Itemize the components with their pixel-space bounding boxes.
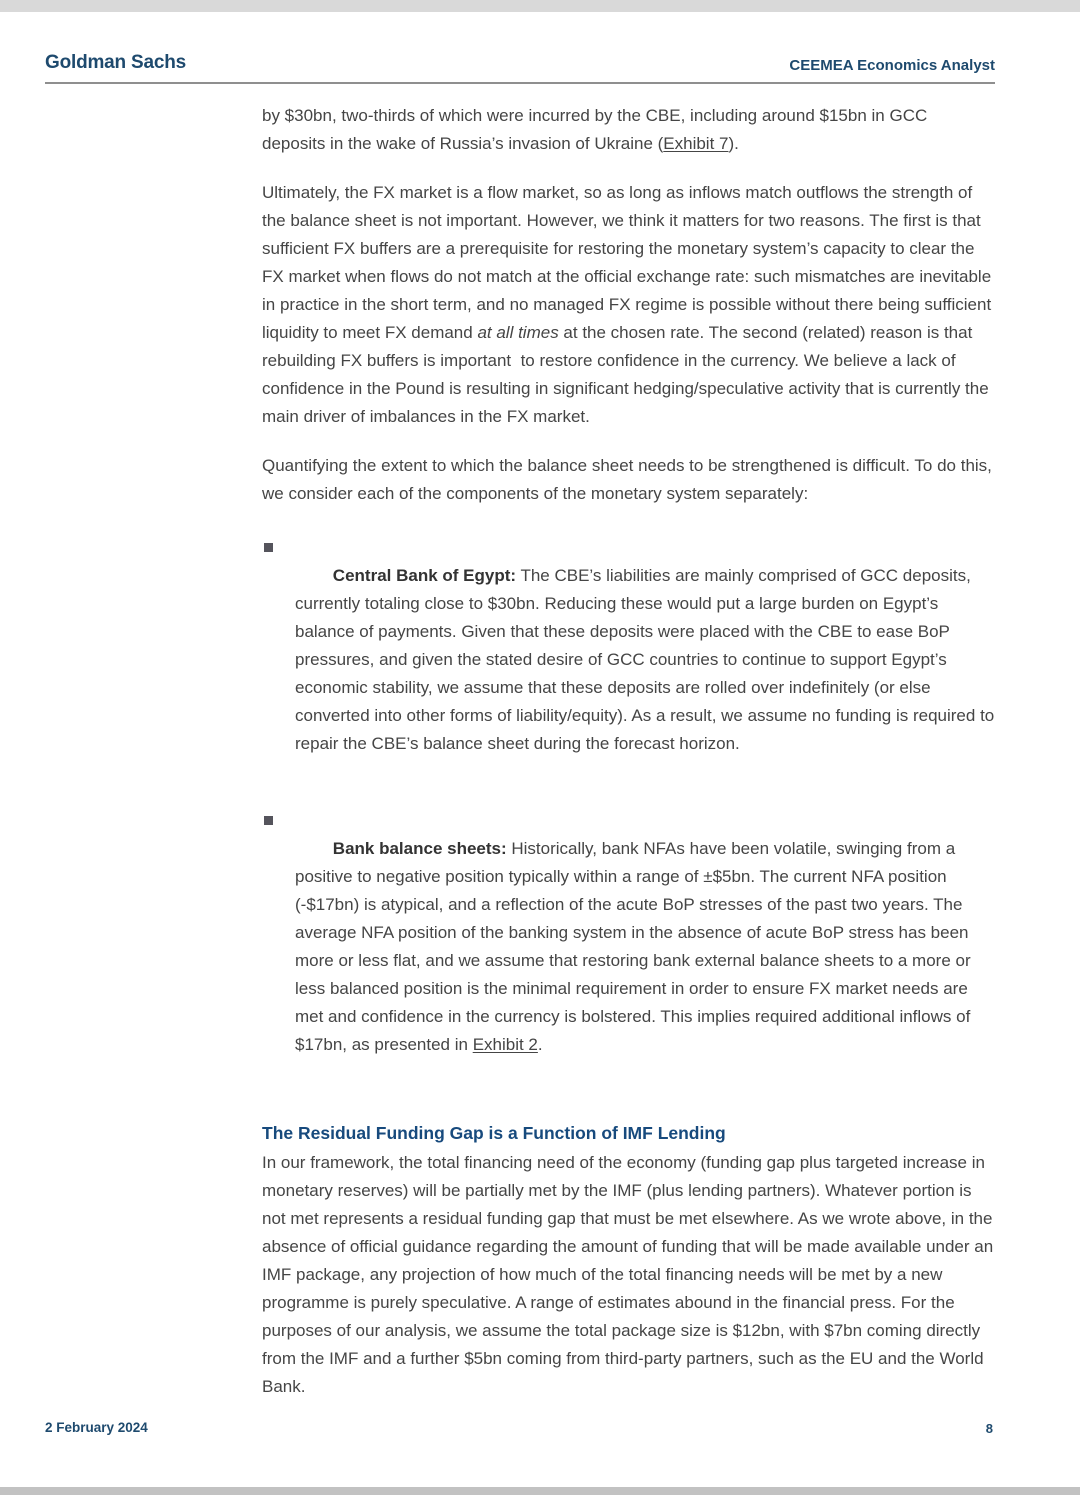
italic-phrase: at all times <box>477 323 559 342</box>
bullet-text: The CBE’s liabilities are mainly comprised of GCC deposits, currently totaling close to $30bn. Reducing these would put a large burden on Egypt’s balance of payments. Given that these deposits were placed with the CBE to ease BoP pressures, and given the stated desire of GCC countries to continue to support Egypt’s economic stability, we assume that these deposits are rolled over indefinitely (or else converted into other forms of liability/equity). As a result, we assume no funding is required to repair the CBE’s balance sheet during the forecast horizon. <box>295 566 999 753</box>
exhibit-7-link[interactable]: Exhibit 7 <box>663 134 729 153</box>
body-paragraph: Quantifying the extent to which the balance sheet needs to be strengthened is difficult. To do this, we consider each of the components of the monetary system separately: <box>262 456 997 503</box>
bullet-lead: Bank balance sheets: <box>332 839 507 858</box>
publication-title: CEEMEA Economics Analyst <box>789 57 995 74</box>
bullet-square-icon <box>264 816 273 825</box>
body-paragraph <box>262 102 995 158</box>
viewer-edge-top <box>0 0 1080 12</box>
paragraph-text: ). <box>728 134 739 153</box>
viewer-edge-bottom <box>0 1487 1080 1495</box>
body-paragraph: In our framework, the total financing need of the economy (funding gap plus targeted increase in monetary reserves) will be partially met by the IMF (plus lending partners). Whatever portion is not met represents a residual funding gap that must be met elsewhere. As we wrote above, in the absence of official guidance regarding the amount of funding that will be made available under an IMF package, any projection of how much of the total financing needs will be met by a new programme is purely speculative. A range of estimates abound in the financial press. For the purposes of our analysis, we assume the total package size is $12bn, with $7bn coming directly from the IMF and a further $5bn coming from third-party partners, such as the EU and the World Bank. <box>262 1153 998 1396</box>
paragraph-text: at the chosen rate. The second (related) reason is that rebuilding FX buffers is important to restore confidence in the currency. We believe a lack of confidence in the Pound is resulting in significant hedging/speculative activity that is currently the main driver of imbalances in the FX market. <box>262 323 994 426</box>
bullet-lead: Central Bank of Egypt: <box>332 566 517 585</box>
document-body <box>262 102 999 1422</box>
footer-date: 2 February 2024 <box>45 1420 148 1435</box>
bullet-square-icon <box>264 543 273 552</box>
body-paragraph <box>262 179 995 431</box>
paragraph-text: Ultimately, the FX market is a flow market, so as long as inflows match outflows the strength of the balance sheet is not important. However, we think it matters for two reasons. The first is that sufficient FX buffers are a prerequisite for restoring the monetary system’s capacity to clear the FX market when flows do not match at the official exchange rate: such mismatches are inevitable in practice in the short term, and no managed FX regime is possible without there being sufficient liquidity to meet FX demand <box>262 183 996 342</box>
bullet-text: Historically, bank NFAs have been volatile, swinging from a positive to negative position typically within a range of ±$5bn. The current NFA position (-$17bn) is atypical, and a reflection of the acute BoP stresses of the past two years. The average NFA position of the banking system in the absence of acute BoP stress has been more or less flat, and we assume that restoring bank external balance sheets to a more or less balanced position is the minimal requirement in order to ensure FX market needs are met and confidence in the currency is bolstered. This implies required additional inflows of $17bn, as presented in <box>295 839 976 1054</box>
bullet-list <box>262 534 999 1087</box>
header-rule <box>45 82 995 84</box>
paragraph-text: by $30bn, two-thirds of which were incurred by the CBE, including around $15bn in GCC deposits in the wake of Russia’s invasion of Ukraine ( <box>262 106 932 153</box>
section-heading: The Residual Funding Gap is a Function of IMF Lending <box>262 1123 726 1143</box>
exhibit-2-link[interactable]: Exhibit 2 <box>472 1035 538 1054</box>
page-number: 8 <box>985 1421 993 1436</box>
brand-logo-text: Goldman Sachs <box>45 52 186 73</box>
bullet-text: . <box>537 1035 543 1054</box>
list-item <box>262 534 999 786</box>
list-item <box>262 807 995 1087</box>
